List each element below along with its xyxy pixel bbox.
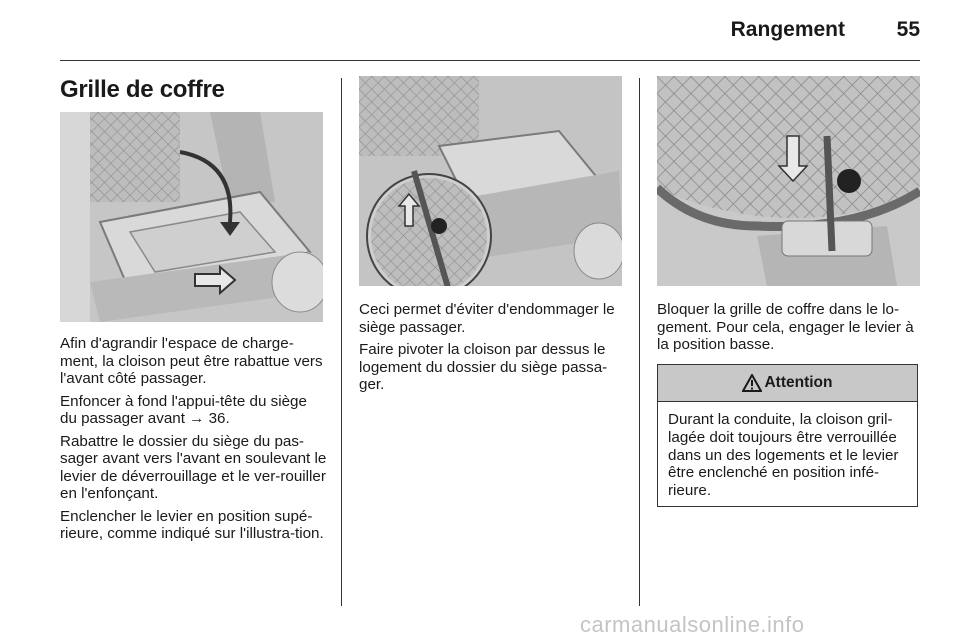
paragraph: Enfoncer à fond l'appui-tête du siège du passager avant → 36. (60, 392, 307, 427)
attention-heading: Attention (764, 374, 833, 391)
column-divider-1 (341, 78, 342, 606)
illustration-partition-pivot (359, 76, 622, 286)
paragraph: Faire pivoter la cloison par dessus le logement du dossier du siège passa-ger. (359, 341, 608, 393)
watermark: carmanualsonline.info (580, 612, 805, 637)
page-header-title: Rangement (730, 18, 845, 41)
illustration-partition-lock (657, 76, 920, 286)
page-number: 55 (896, 18, 920, 41)
column-divider-2 (639, 78, 640, 606)
paragraph: Bloquer la grille de coffre dans le lo-gement. Pour cela, engager le levier à la position basse. (657, 301, 914, 353)
paragraph: Enclencher le levier en position supé-rieure, comme indiqué sur l'illustra-tion. (60, 507, 324, 542)
section-title: Grille de coffre (60, 76, 225, 103)
attention-body: Durant la conduite, la cloison gril-lagée doit toujours être verrouillée dans un des logements et le levier être enclenché en position infé-rieure. (668, 411, 899, 500)
attention-box (657, 364, 918, 507)
paragraph: Ceci permet d'éviter d'endommager le siège passager. (359, 301, 615, 336)
attention-header (658, 365, 917, 402)
column-2-text (359, 301, 627, 399)
column-3-text (657, 301, 925, 359)
paragraph: Rabattre le dossier du siège du pas-sager avant vers l'avant en soulevant le levier de déverrouillage et le ver-rouiller en l'enfonçant. (60, 432, 327, 502)
illustration-seat-folding (60, 112, 323, 322)
paragraph: Afin d'agrandir l'espace de charge-ment, la cloison peut être rabattue vers l'avant côté passager. (60, 335, 323, 387)
warning-triangle-icon (742, 374, 762, 392)
header-divider (60, 60, 920, 61)
column-1-text (60, 335, 328, 548)
